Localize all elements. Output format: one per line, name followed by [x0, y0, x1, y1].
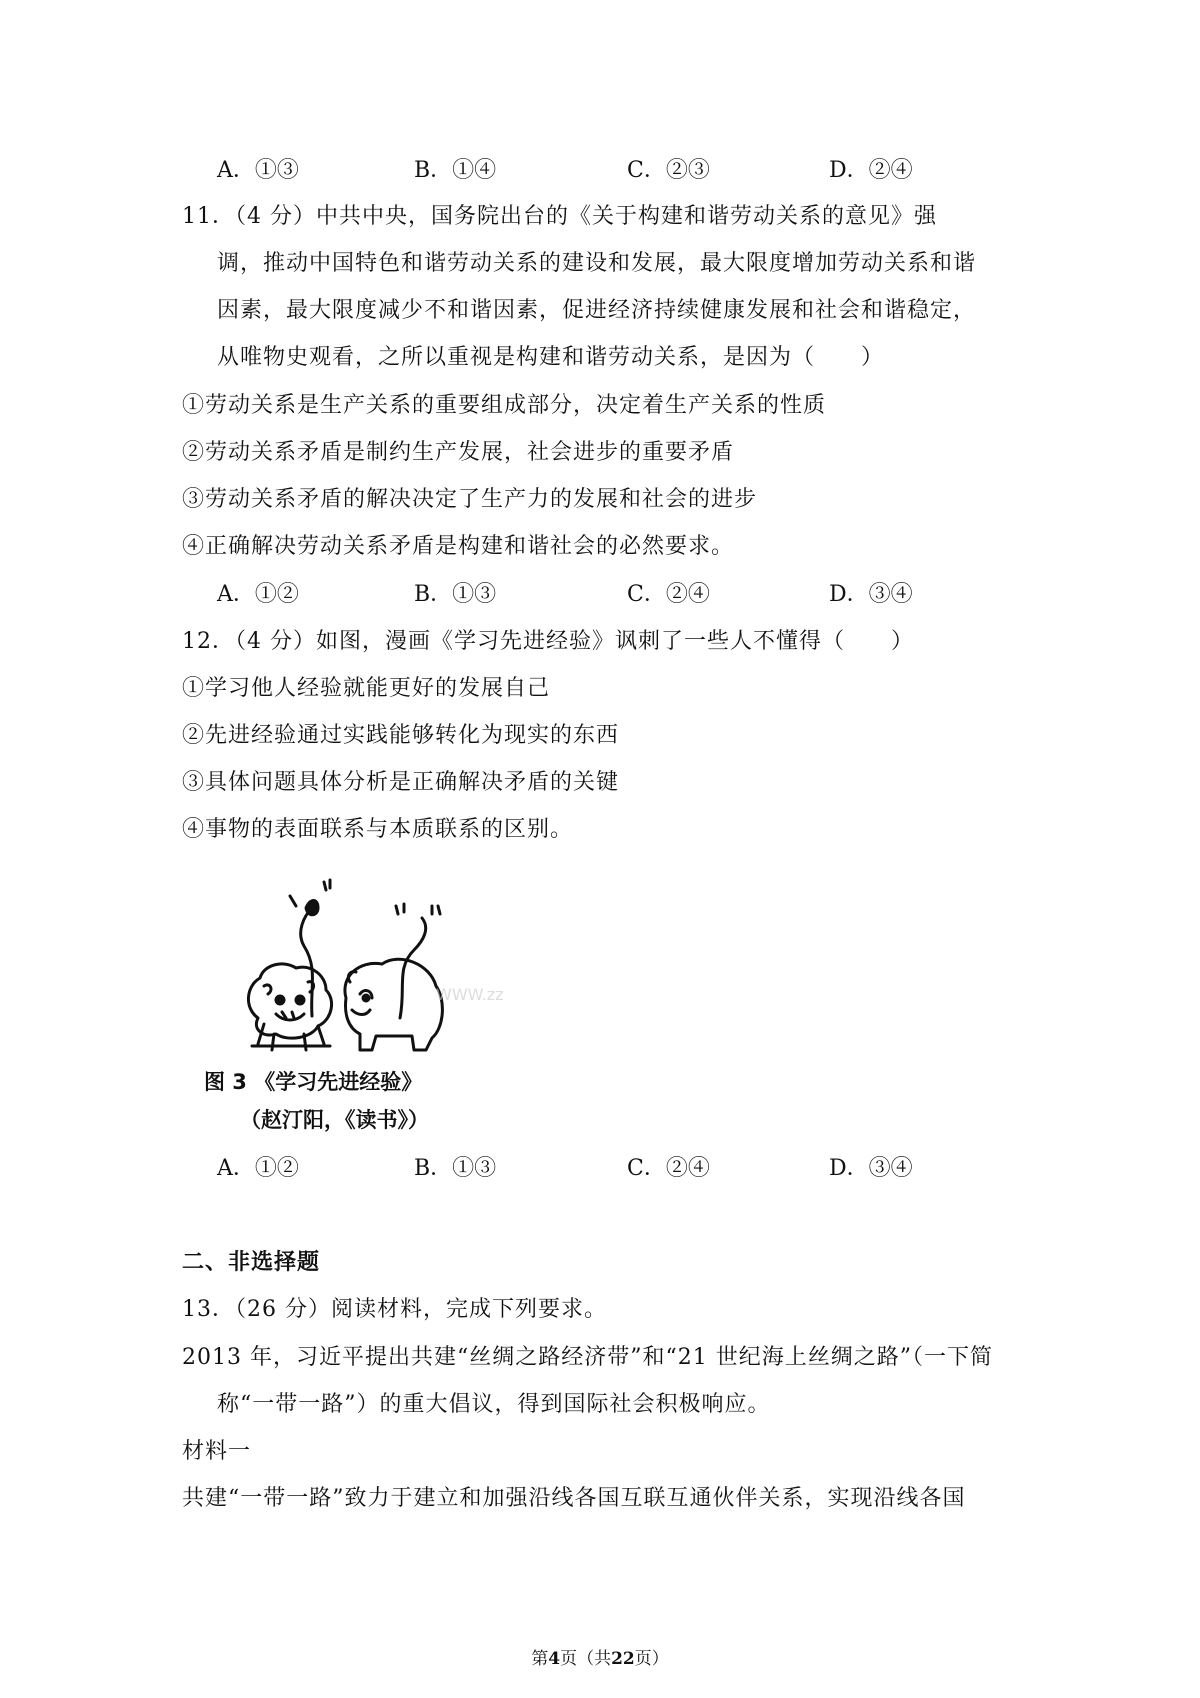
q11-option-b: B．①③ [414, 582, 497, 607]
q11-item-1: ①劳动关系是生产关系的重要组成部分，决定着生产关系的性质 [182, 393, 827, 418]
q12-item-3: ③具体问题具体分析是正确解决矛盾的关键 [182, 770, 620, 795]
footer-suffix: 页） [634, 1649, 669, 1669]
q11-item-4: ④正确解决劳动关系矛盾是构建和谐社会的必然要求。 [182, 534, 735, 559]
q10-option-d: D．②④ [829, 158, 913, 183]
q12-option-d: D．③④ [829, 1156, 913, 1181]
footer-page-number: 4 [548, 1649, 561, 1669]
q10-option-b: B．①④ [414, 158, 497, 183]
q11-option-d: D．③④ [829, 582, 913, 607]
q13-material-label: 材料一 [182, 1439, 252, 1464]
q12-option-b: B．①③ [414, 1156, 497, 1181]
q10-option-c: C．②③ [627, 158, 710, 183]
cartoon-illustration [200, 868, 530, 1058]
q12-stem: 12．（4 分）如图，漫画《学习先进经验》讽刺了一些人不懂得（ ） [182, 629, 914, 654]
q12-item-1: ①学习他人经验就能更好的发展自己 [182, 676, 551, 701]
q13-stem: 13．（26 分）阅读材料，完成下列要求。 [182, 1297, 607, 1322]
q12-option-c: C．②④ [627, 1156, 710, 1181]
q11-item-2: ②劳动关系矛盾是制约生产发展，社会进步的重要矛盾 [182, 440, 735, 465]
watermark-text [436, 985, 504, 1004]
q11-option-c: C．②④ [627, 582, 710, 607]
q13-intro-line-2: 称“一带一路”）的重大倡议，得到国际社会积极响应。 [217, 1392, 771, 1417]
q11-stem-line-2: 调，推动中国特色和谐劳动关系的建设和发展，最大限度增加劳动关系和谐 [217, 251, 977, 276]
section-2-title: 二、非选择题 [182, 1250, 321, 1275]
figure-caption-title: 图 3 《学习先进经验》 [204, 1070, 423, 1094]
page-footer [0, 1648, 1200, 1670]
svg-text:WWW.zz: WWW.zz [436, 985, 504, 1004]
q13-material-line-1: 共建“一带一路”致力于建立和加强沿线各国互联互通伙伴关系，实现沿线各国 [182, 1486, 966, 1511]
q10-option-a: A．①③ [217, 158, 299, 183]
q12-item-4: ④事物的表面联系与本质联系的区别。 [182, 817, 574, 842]
q13-intro-line-1: 2013 年，习近平提出共建“丝绸之路经济带”和“21 世纪海上丝绸之路”（一下简 [182, 1345, 993, 1370]
footer-prefix: 第 [531, 1649, 549, 1669]
q11-option-a: A．①② [217, 582, 299, 607]
footer-middle: 页（共 [560, 1649, 612, 1669]
q11-stem-line-1: 11．（4 分）中共中央，国务院出台的《关于构建和谐劳动关系的意见》强 [182, 204, 937, 229]
q12-item-2: ②先进经验通过实践能够转化为现实的东西 [182, 723, 620, 748]
q11-stem-line-3: 因素，最大限度减少不和谐因素，促进经济持续健康发展和社会和谐稳定， [217, 298, 977, 323]
q11-item-3: ③劳动关系矛盾的解决决定了生产力的发展和社会的进步 [182, 487, 758, 512]
figure-caption-source: （赵汀阳，《读书》） [240, 1108, 429, 1132]
footer-total-pages: 22 [611, 1649, 635, 1669]
q11-stem-line-4: 从唯物史观看，之所以重视是构建和谐劳动关系，是因为（ ） [217, 345, 885, 370]
q12-option-a: A．①② [217, 1156, 299, 1181]
cartoon-figure [200, 868, 530, 1148]
